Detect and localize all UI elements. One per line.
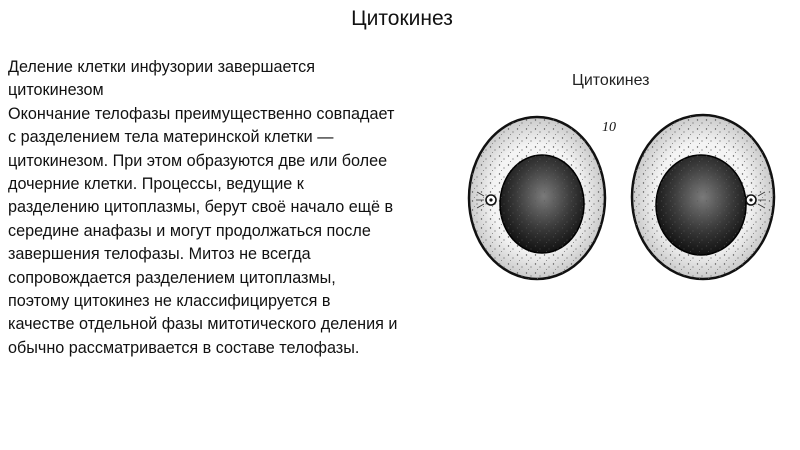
cells-illustration xyxy=(462,100,782,300)
cell-division-figure xyxy=(462,100,782,300)
right-cell xyxy=(632,115,774,279)
slide-title: Цитокинез xyxy=(351,7,453,30)
body-text xyxy=(8,56,398,360)
figure-caption: Цитокинез xyxy=(572,72,650,89)
figure-number: 10 xyxy=(602,120,616,135)
left-cell xyxy=(469,117,605,279)
intro-paragraph: Деление клетки инфузории завершается цитокинезом xyxy=(8,58,315,100)
main-paragraph: Окончание телофазы преимущественно совпадает с разделением тела материнской клетки — цитокинезом. При этом образуются две или более дочерние клетки. Процессы, ведущие к разделению цитоплазмы, берут своё начало ещё в середине анафазы и могут продолжаться после завершения телофазы. Митоз не всегда сопровождается разделением цитоплазмы, поэтому цитокинез не классифицируется в качестве отдельной фазы митотического деления и обычно рассматривается в составе телофазы. xyxy=(8,104,398,357)
